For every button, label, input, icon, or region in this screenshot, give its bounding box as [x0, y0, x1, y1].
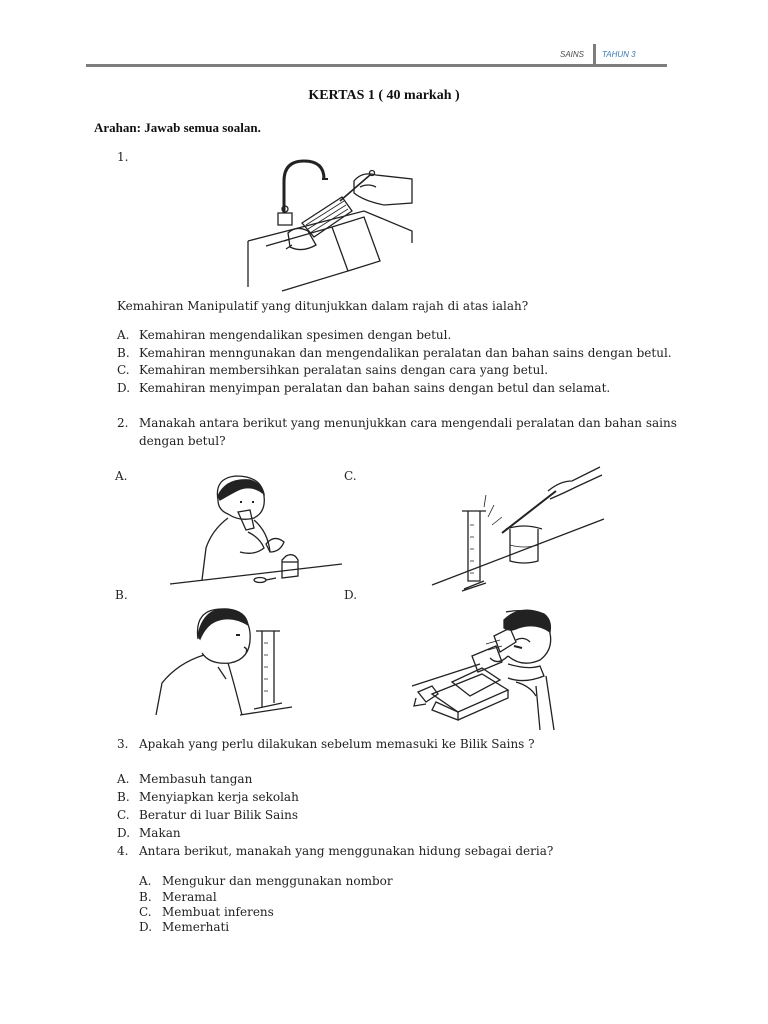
q1-option-b-text: Kemahiran menngunakan dan mengendalikan peralatan dan bahan sains dengan betul.	[139, 346, 672, 360]
q3-option-d-text: Makan	[139, 826, 181, 840]
q4-option-a-text: Mengukur dan menggunakan nombor	[162, 874, 393, 888]
q1-number: 1.	[117, 150, 129, 164]
q1-option-a-letter: A.	[117, 328, 130, 342]
q1-option-b-letter: B.	[117, 346, 130, 360]
q1-option-d-letter: D.	[117, 381, 131, 395]
q2-option-a-illustration	[170, 472, 346, 588]
q3-option-d-letter: D.	[117, 826, 131, 840]
paper-title: KERTAS 1 ( 40 markah )	[308, 88, 460, 103]
q2-label-d: D.	[344, 588, 358, 602]
q1-option-c-text: Kemahiran membersihkan peralatan sains dengan cara yang betul.	[139, 363, 549, 377]
q2-option-c-illustration	[432, 465, 604, 599]
q2-label-a: A.	[115, 469, 128, 483]
q3-option-c-letter: C.	[117, 808, 130, 822]
q4-option-c-text: Membuat inferens	[162, 905, 274, 919]
q3-option-b-text: Menyiapkan kerja sekolah	[139, 790, 299, 804]
header-year: TAHUN 3	[602, 50, 636, 59]
q2-option-b-illustration	[152, 603, 292, 717]
q2-label-c: C.	[344, 469, 357, 483]
q2-option-d-illustration	[412, 606, 562, 730]
q4-option-d-letter: D.	[139, 920, 153, 934]
q3-number: 3.	[117, 737, 129, 751]
q1-washing-illustration	[244, 153, 414, 291]
q2-question-line2: dengan betul?	[139, 434, 226, 448]
q4-option-c-letter: C.	[139, 905, 152, 919]
q2-label-b: B.	[115, 588, 128, 602]
q1-option-c-letter: C.	[117, 363, 130, 377]
header-divider	[593, 44, 596, 66]
instruction: Arahan: Jawab semua soalan.	[94, 120, 261, 135]
q1-option-d-text: Kemahiran menyimpan peralatan dan bahan sains dengan betul dan selamat.	[139, 381, 611, 395]
header-subject: SAINS	[560, 50, 585, 59]
q2-number: 2.	[117, 416, 129, 430]
q4-question: Antara berikut, manakah yang menggunakan hidung sebagai deria?	[139, 844, 554, 858]
q4-option-b-letter: B.	[139, 890, 152, 904]
q4-option-d-text: Memerhati	[162, 920, 230, 934]
q2-question-line1: Manakah antara berikut yang menunjukkan cara mengendali peralatan dan bahan sains	[139, 416, 677, 430]
q3-question: Apakah yang perlu dilakukan sebelum memasuki ke Bilik Sains ?	[139, 737, 535, 751]
q3-option-b-letter: B.	[117, 790, 130, 804]
q4-option-b-text: Meramal	[162, 890, 217, 904]
header-rule	[86, 64, 667, 67]
q3-option-a-text: Membasuh tangan	[139, 772, 253, 786]
q4-option-a-letter: A.	[139, 874, 152, 888]
q3-option-c-text: Beratur di luar Bilik Sains	[139, 808, 299, 822]
q3-option-a-letter: A.	[117, 772, 130, 786]
q1-question: Kemahiran Manipulatif yang ditunjukkan dalam rajah di atas ialah?	[117, 299, 529, 313]
q4-number: 4.	[117, 844, 129, 858]
q1-option-a-text: Kemahiran mengendalikan spesimen dengan betul.	[139, 328, 452, 342]
